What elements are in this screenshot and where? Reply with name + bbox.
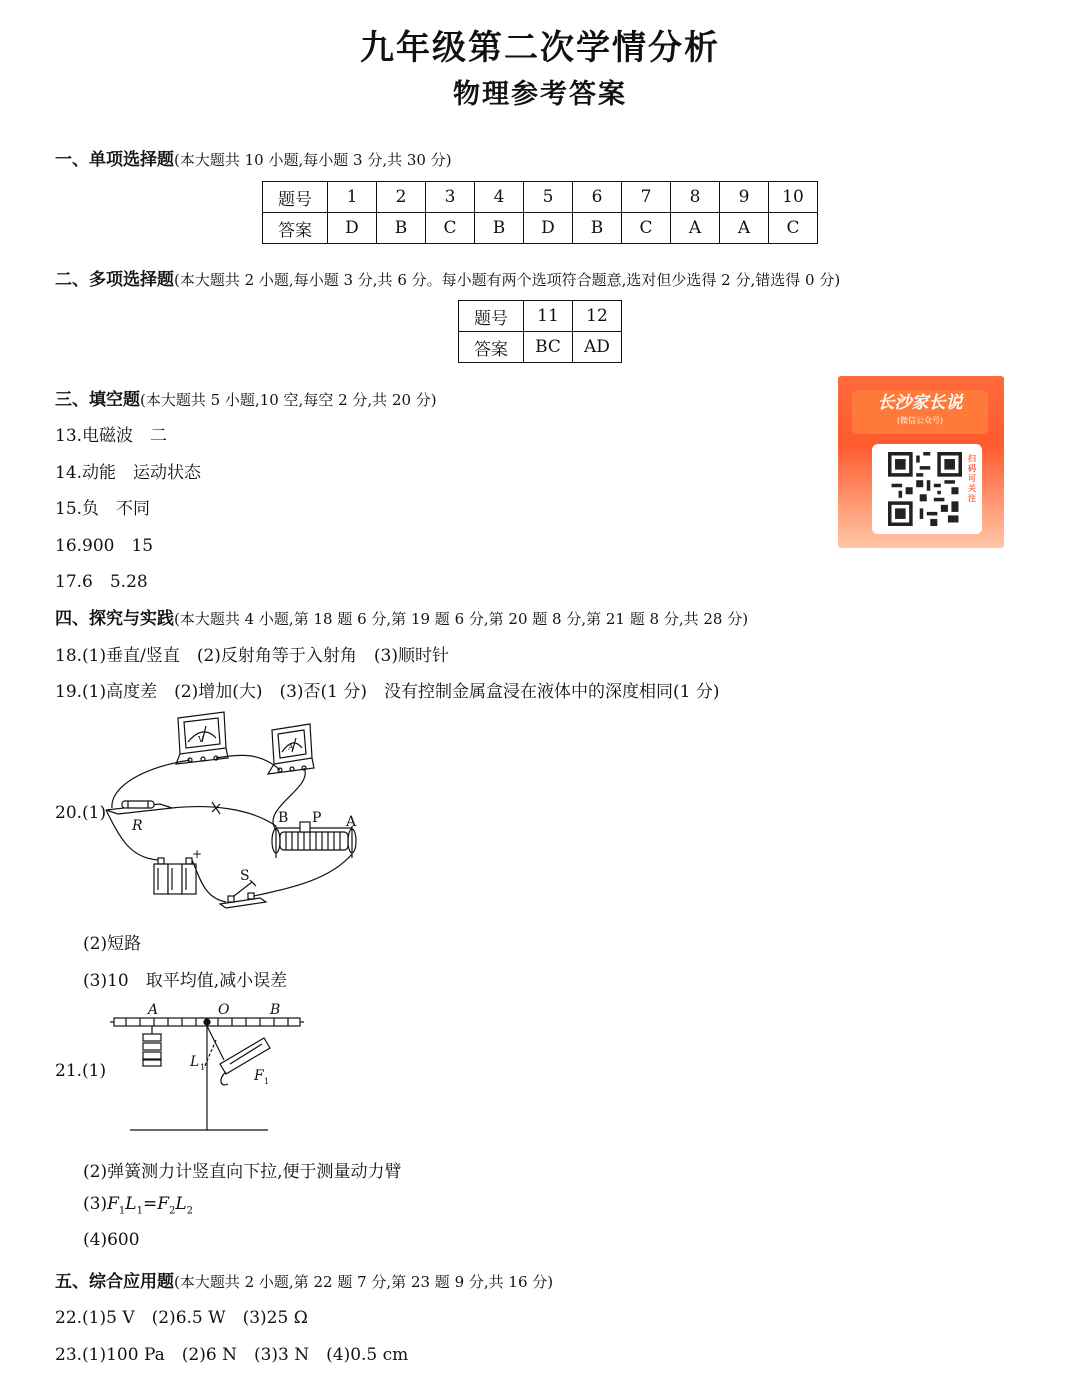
table-cell: 12 (573, 301, 622, 332)
table-cell: B (475, 213, 524, 244)
table-cell: B (377, 213, 426, 244)
formula-f1: F (107, 1194, 119, 1214)
formula-f2-sub: 2 (168, 1205, 176, 1217)
table-cell: 4 (475, 182, 524, 213)
table-cell: A (671, 213, 720, 244)
table-cell: D (328, 213, 377, 244)
qr-scan-hint: 扫码可关注 (968, 454, 976, 503)
circuit-diagram-figure (100, 708, 370, 916)
pivot-icon (204, 1019, 210, 1025)
rheostat-label-b: B (278, 810, 289, 826)
answer-20-part-2: (2)短路 (83, 934, 142, 954)
answer-21-part-3 (83, 1194, 193, 1216)
answer-14: 14.动能 运动状态 (55, 463, 202, 483)
ammeter-label: A (288, 743, 294, 752)
table-cell: AD (573, 332, 622, 363)
section-2-heading (55, 265, 840, 290)
answer-13: 13.电磁波 二 (55, 426, 168, 446)
table-row (459, 332, 622, 363)
section-1-note: (本大题共 10 小题,每小题 3 分,共 30 分) (174, 151, 452, 169)
section-4-heading (55, 604, 748, 629)
table-cell: 7 (622, 182, 671, 213)
table-header-cell: 答案 (459, 332, 524, 363)
answer-17: 17.6 5.28 (55, 572, 148, 592)
answer-16: 16.900 15 (55, 536, 154, 556)
force-arm-line (204, 1040, 216, 1068)
table-cell: 9 (720, 182, 769, 213)
answer-20-part-3: (3)10 取平均值,减小误差 (83, 971, 288, 991)
page-title: 九年级第二次学情分析 (360, 28, 720, 68)
table-cell: 5 (524, 182, 573, 213)
section-3-title: 三、填空题 (55, 390, 140, 410)
rheostat-label-p: P (312, 810, 322, 826)
section-2-note: (本大题共 2 小题,每小题 3 分,共 6 分。每小题有两个选项符合题意,选对但少选得 2 分,错选得 0 分) (174, 271, 841, 289)
section-5-note: (本大题共 2 小题,第 22 题 7 分,第 23 题 9 分,共 16 分) (174, 1273, 554, 1291)
qr-promo-card[interactable] (838, 376, 1004, 548)
table-cell: B (573, 213, 622, 244)
table-cell: 6 (573, 182, 622, 213)
table-cell: 11 (524, 301, 573, 332)
battery-plus-label: + (192, 847, 203, 861)
answer-19: 19.(1)高度差 (2)增加(大) (3)否(1 分) 没有控制金属盒浸在液体中的深度相同(1 分) (55, 682, 720, 702)
table-cell: C (622, 213, 671, 244)
answer-table-multiple-choice (458, 300, 622, 363)
formula-f1-sub: 1 (118, 1205, 126, 1217)
table-cell: 2 (377, 182, 426, 213)
section-3-heading (55, 385, 437, 410)
table-header-cell: 答案 (263, 213, 328, 244)
arm-l1-subscript: 1 (200, 1063, 206, 1072)
answer-21-part-1: 21.(1) (55, 1061, 107, 1081)
table-row (263, 182, 818, 213)
formula-l2: L (175, 1194, 187, 1214)
section-2-title: 二、多项选择题 (55, 270, 174, 290)
section-5-heading (55, 1267, 553, 1292)
resistor-icon (106, 801, 172, 814)
wire (106, 755, 352, 902)
switch-icon (220, 880, 266, 908)
table-header-cell: 题号 (263, 182, 328, 213)
table-cell: C (426, 213, 475, 244)
answer-20-part-1: 20.(1) (55, 803, 107, 823)
section-1-title: 一、单项选择题 (55, 150, 174, 170)
force-f1-label: F (254, 1068, 264, 1084)
table-cell: 1 (328, 182, 377, 213)
section-5-title: 五、综合应用题 (55, 1272, 174, 1292)
qr-code-icon (888, 452, 962, 526)
section-4-note: (本大题共 4 小题,第 18 题 6 分,第 19 题 6 分,第 20 题 8 分,第 21 题 8 分,共 28 分) (174, 610, 749, 628)
lever-diagram-figure (108, 998, 304, 1140)
formula-l1-sub: 1 (136, 1205, 143, 1217)
answer-23: 23.(1)100 Pa (2)6 N (3)3 N (4)0.5 cm (55, 1345, 409, 1365)
point-b-label: B (270, 1002, 281, 1018)
answer-22: 22.(1)5 V (2)6.5 W (3)25 Ω (55, 1308, 308, 1328)
table-cell: C (769, 213, 818, 244)
qr-banner-title: 长沙家长说 (877, 393, 963, 413)
table-row (263, 213, 818, 244)
section-1-heading (55, 145, 452, 170)
section-3-note: (本大题共 5 小题,10 空,每空 2 分,共 20 分) (140, 391, 437, 409)
formula-l1: L (125, 1194, 137, 1214)
table-cell: 10 (769, 182, 818, 213)
rheostat-label-a: A (346, 814, 357, 830)
point-a-label: A (148, 1002, 159, 1018)
table-cell: D (524, 213, 573, 244)
answer-table-single-choice (262, 181, 818, 244)
battery-minus-label: - (148, 851, 153, 865)
switch-label: S (240, 868, 250, 884)
formula-equals: = (142, 1194, 158, 1214)
voltmeter-label: V (198, 735, 204, 744)
answer-21-part-2: (2)弹簧测力计竖直向下拉,便于测量动力臂 (83, 1162, 402, 1182)
page-subtitle: 物理参考答案 (453, 79, 627, 110)
table-cell: 3 (426, 182, 475, 213)
formula-l2-sub: 2 (186, 1205, 194, 1217)
table-row (459, 301, 622, 332)
table-cell: BC (524, 332, 573, 363)
qr-panel (872, 444, 982, 534)
arm-l1-label: L (190, 1054, 200, 1070)
section-4-title: 四、探究与实践 (55, 609, 174, 629)
table-cell: 8 (671, 182, 720, 213)
resistor-label: R (132, 818, 143, 834)
qr-banner-subtitle: (微信公众号) (896, 416, 944, 425)
table-header-cell: 题号 (459, 301, 524, 332)
force-f1-subscript: 1 (264, 1077, 270, 1086)
qr-banner (852, 390, 988, 434)
battery-icon (154, 858, 196, 894)
answer-15: 15.负 不同 (55, 499, 151, 519)
point-o-label: O (218, 1002, 230, 1018)
rheostat-icon (272, 822, 356, 858)
answer-21-part-4: (4)600 (83, 1230, 140, 1250)
answer-18: 18.(1)垂直/竖直 (2)反射角等于入射角 (3)顺时针 (55, 646, 450, 666)
answer-21-part-3-prefix: (3) (83, 1194, 108, 1214)
formula-f2: F (157, 1194, 169, 1214)
table-cell: A (720, 213, 769, 244)
hanging-weights-icon (143, 1026, 161, 1066)
